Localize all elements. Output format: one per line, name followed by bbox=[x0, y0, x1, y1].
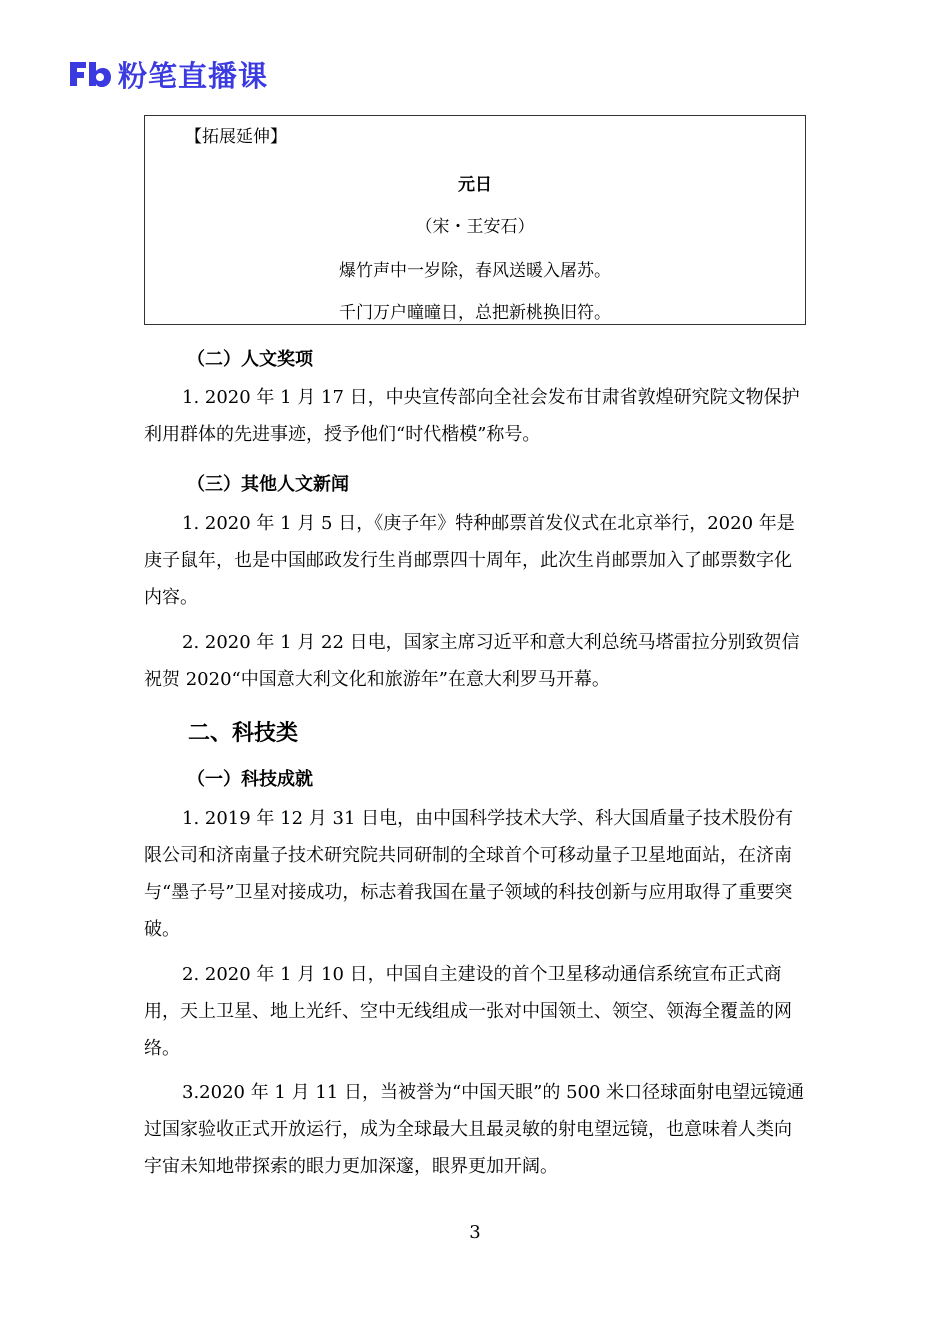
section-subheading-tech-achievements: （一）科技成就 bbox=[187, 769, 313, 790]
page-number: 3 bbox=[469, 1222, 481, 1243]
brand-logo bbox=[68, 56, 268, 92]
other-item-2: 2. 2020 年 1 月 22 日电，国家主席习近平和意大利总统马塔雷拉分别致贺信祝贺 2020“中国意大利文化和旅游年”在意大利罗马开幕。 bbox=[144, 632, 800, 690]
poem-title: 元日 bbox=[458, 175, 492, 195]
section-heading-other: （三）其他人文新闻 bbox=[187, 474, 349, 495]
tech-item-1: 1. 2019 年 12 月 31 日电，由中国科学技术大学、科大国盾量子技术股份有限公司和济南量子技术研究院共同研制的全球首个可移动量子卫星地面站，在济南与“墨子号”卫星对接成功，标志着我国在量子领域的科技创新与应用取得了重要突破。 bbox=[144, 808, 794, 940]
section-heading-awards: （二）人文奖项 bbox=[187, 349, 313, 370]
tech-item-3: 3.2020 年 1 月 11 日，当被誉为“中国天眼”的 500 米口径球面射电望远镜通过国家验收正式开放运行，成为全球最大且最灵敏的射电望远镜，也意味着人类向宇宙未知地带探索的眼力更加深邃，眼界更加开阔。 bbox=[144, 1082, 805, 1177]
box-title: 【拓展延伸】 bbox=[185, 127, 287, 147]
tech-item-2: 2. 2020 年 1 月 10 日，中国自主建设的首个卫星移动通信系统宣布正式商用，天上卫星、地上光纤、空中无线组成一张对中国领土、领空、领海全覆盖的网络。 bbox=[144, 964, 792, 1059]
poem-line-1: 爆竹声中一岁除，春风送暖入屠苏。 bbox=[339, 261, 611, 281]
section-heading-tech: 二、科技类 bbox=[188, 721, 299, 746]
poem-author: （宋・王安石） bbox=[415, 217, 535, 237]
brand-name: 粉笔直播课 bbox=[118, 58, 269, 93]
fenbi-fb-logo-icon bbox=[68, 58, 112, 90]
extension-box bbox=[144, 115, 806, 325]
poem-line-2: 千门万户曈曈日，总把新桃换旧符。 bbox=[339, 303, 611, 323]
awards-item-1: 1. 2020 年 1 月 17 日，中央宣传部向全社会发布甘肃省敦煌研究院文物保护利用群体的先进事迹，授予他们“时代楷模”称号。 bbox=[144, 387, 800, 445]
other-item-1: 1. 2020 年 1 月 5 日，《庚子年》特种邮票首发仪式在北京举行，2020 年是庚子鼠年，也是中国邮政发行生肖邮票四十周年，此次生肖邮票加入了邮票数字化内容。 bbox=[144, 513, 795, 608]
